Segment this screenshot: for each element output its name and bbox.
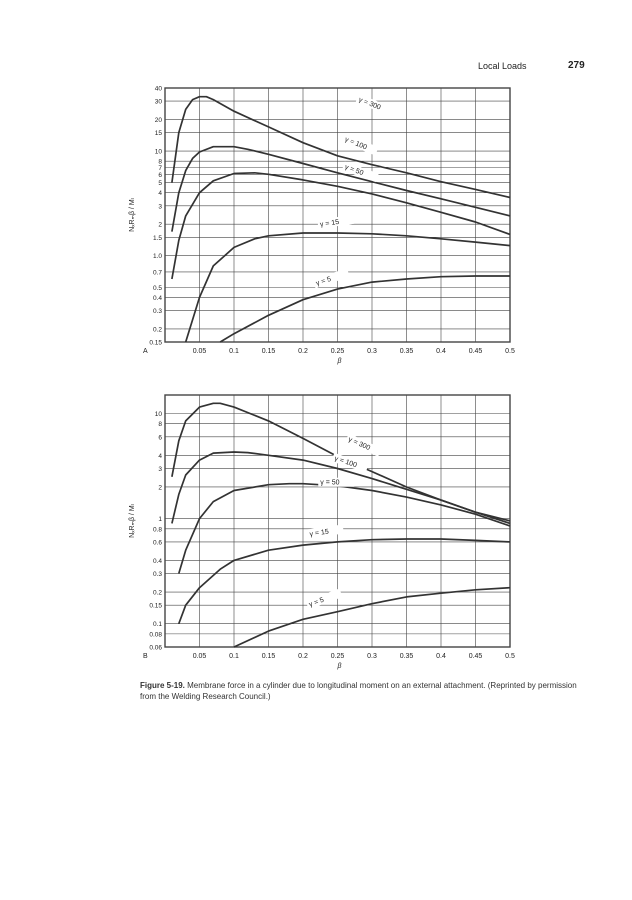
y-tick-label: 40 <box>154 85 162 93</box>
y-tick-label: 8 <box>158 158 162 166</box>
y-tick-label: 3 <box>158 203 162 211</box>
y-tick-label: 0.06 <box>149 644 162 652</box>
y-tick-label: 6 <box>158 434 162 442</box>
series-label: γ = 50 <box>343 163 365 178</box>
y-tick-label: 7 <box>158 164 162 172</box>
y-tick-label: 20 <box>154 117 162 125</box>
x-tick-label: 0.1 <box>229 348 239 355</box>
y-tick-label: 0.15 <box>149 339 162 347</box>
x-tick-label: 0.4 <box>436 348 446 355</box>
y-tick-label: 0.6 <box>152 539 162 547</box>
x-tick-label: 0.3 <box>367 348 377 355</box>
y-axis-label: NₓRₘβ / Mₗ <box>129 198 136 232</box>
x-axis-label: β <box>337 663 342 670</box>
panel-label: B <box>143 653 148 660</box>
figure-caption <box>140 680 578 702</box>
y-tick-label: 0.2 <box>152 326 162 334</box>
x-tick-label: 0.15 <box>261 348 276 355</box>
x-tick-label: 0.2 <box>298 348 308 355</box>
x-tick-label: 0.15 <box>261 653 276 660</box>
series-label: γ = 300 <box>347 436 372 453</box>
x-tick-label: 0.5 <box>505 348 515 355</box>
y-tick-label: 0.8 <box>152 526 162 534</box>
x-tick-label: 0.45 <box>468 653 483 660</box>
x-tick-label: 0.5 <box>505 653 515 660</box>
y-tick-label: 0.3 <box>152 307 162 315</box>
panel-label: A <box>143 348 148 355</box>
running-header-title: Local Loads <box>478 61 527 71</box>
caption-text: Membrane force in a cylinder due to longitudinal moment on an external attachment. (Reprinted by permission from the Welding Research Council.) <box>140 681 577 701</box>
y-tick-label: 3 <box>158 465 162 473</box>
y-tick-label: 6 <box>158 171 162 179</box>
x-tick-label: 0.05 <box>192 348 207 355</box>
series-label: γ = 15 <box>319 218 340 229</box>
grid <box>165 88 510 342</box>
y-tick-label: 0.3 <box>152 571 162 579</box>
series-label: γ = 100 <box>343 136 368 152</box>
x-tick-label: 0.25 <box>330 653 345 660</box>
y-tick-label: 2 <box>158 221 162 229</box>
series-curve <box>179 539 510 624</box>
y-tick-label: 30 <box>154 98 162 106</box>
y-tick-label: 0.7 <box>152 269 162 277</box>
y-tick-label: 0.15 <box>149 602 162 610</box>
y-tick-label: 0.2 <box>152 589 162 597</box>
x-tick-label: 0.4 <box>436 653 446 660</box>
x-tick-label: 0.35 <box>399 348 414 355</box>
y-tick-label: 0.1 <box>152 621 162 629</box>
x-tick-label: 0.2 <box>298 653 308 660</box>
y-tick-label: 4 <box>158 452 162 460</box>
y-tick-label: 0.4 <box>152 557 162 565</box>
y-tick-label: 0.4 <box>152 294 162 302</box>
series-curve <box>220 276 510 342</box>
x-tick-label: 0.25 <box>330 348 345 355</box>
series-label: γ = 5 <box>315 275 333 288</box>
series-label: γ = 15 <box>309 528 330 539</box>
chart-b <box>0 385 632 675</box>
y-tick-label: 2 <box>158 484 162 492</box>
y-tick-label: 5 <box>158 180 162 188</box>
x-tick-label: 0.1 <box>229 653 239 660</box>
grid <box>165 395 510 647</box>
y-tick-label: 1.5 <box>152 234 162 242</box>
y-tick-label: 1.0 <box>152 253 162 261</box>
x-axis-label: β <box>337 358 342 365</box>
y-tick-label: 15 <box>154 130 162 138</box>
x-tick-label: 0.45 <box>468 348 483 355</box>
y-tick-label: 0.5 <box>152 284 162 292</box>
series-label: γ = 50 <box>320 479 340 487</box>
y-axis-label: NₓRₘβ / Mₗ <box>129 504 136 538</box>
x-tick-label: 0.05 <box>192 653 207 660</box>
caption-figure-label: Figure 5-19. <box>140 681 185 690</box>
y-tick-label: 1 <box>158 516 162 524</box>
series-curve <box>172 173 510 279</box>
x-tick-label: 0.3 <box>367 653 377 660</box>
y-tick-label: 10 <box>154 148 162 156</box>
y-tick-label: 8 <box>158 421 162 429</box>
page-number: 279 <box>568 60 585 71</box>
y-tick-label: 10 <box>154 411 162 419</box>
y-tick-label: 4 <box>158 190 162 198</box>
series-label: γ = 100 <box>333 455 358 470</box>
chart-a <box>0 80 632 370</box>
series-label: γ = 5 <box>308 596 326 609</box>
x-tick-label: 0.35 <box>399 653 414 660</box>
y-tick-label: 0.08 <box>149 631 162 639</box>
series-label: γ = 300 <box>357 96 382 112</box>
